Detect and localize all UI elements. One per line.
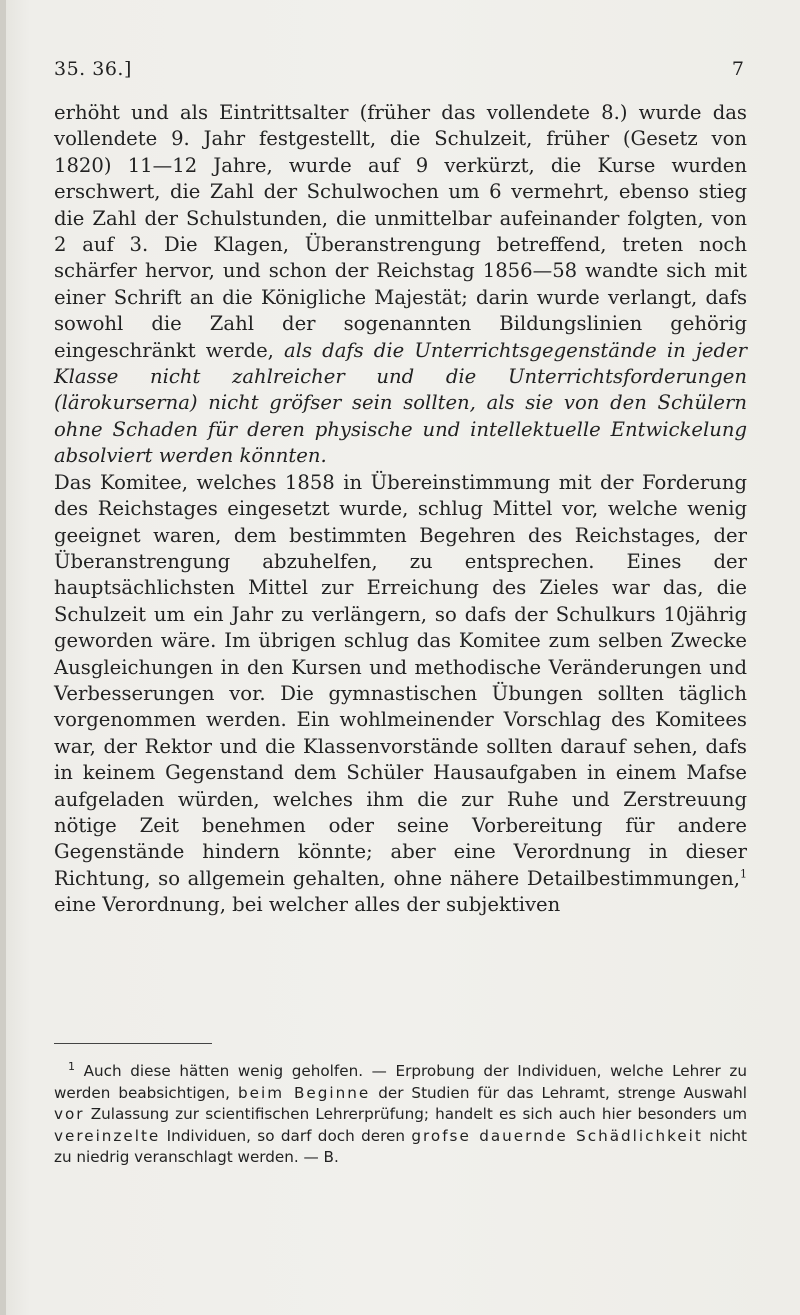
footnote-text-c: Zulassung zur scientifischen Lehrerprüfung; handelt es sich auch hier besonders um <box>90 1105 747 1124</box>
footnote-divider <box>54 1043 212 1044</box>
footnote-text-e: nicht zu niedrig veranschlagt werden. — B. <box>54 1126 748 1167</box>
footnote-paragraph <box>54 1061 747 1169</box>
footnote-text-b: der Studien für das Lehramt, strenge Auswahl <box>378 1083 748 1102</box>
footnote-spaced-c: vereinzelte <box>54 1126 161 1145</box>
paragraph-1-italic-quote: als dafs die Unterrichtsgegenstände in jeder Klasse nicht zahlreicher und die Unterrichtsforderungen (lärokurserna) nicht gröfser sein sollten, als sie von den Schülern ohne Schaden für deren physische und intellektuelle Entwickelung absolviert werden könnten. <box>54 338 748 468</box>
footnote-reference: 1 <box>740 867 747 881</box>
main-text <box>54 100 747 919</box>
paragraph-2-continuation: eine Verordnung, bei welcher alles der subjektiven <box>54 893 561 917</box>
footnote <box>54 1061 747 1169</box>
paragraph-1-text: erhöht und als Eintrittsalter (früher das vollendete 8.) wurde das vollendete 9. Jahr festgestellt, die Schulzeit, früher (Gesetz von 1820) 11—12 Jahre, wurde auf 9 verkürzt, die Kurse wurden erschwert, die Zahl der Schulwochen um 6 vermehrt, ebenso stieg die Zahl der Schulstunden, die unmittelbar aufeinander folgten, von 2 auf 3. Die Klagen, Überanstrengung betreffend, treten noch schärfer hervor, und schon der Reichstag 1856—58 wandte sich mit einer Schrift an die Königliche Majestät; darin wurde verlangt, dafs sowohl die Zahl der sogenannten Bildungslinien gehörig eingeschränkt werde, <box>54 101 747 362</box>
paragraph-1 <box>54 100 747 470</box>
page-edge-shadow <box>0 0 6 1315</box>
footnote-marker: 1 <box>68 1059 75 1073</box>
paragraph-2-text: Das Komitee, welches 1858 in Übereinstimmung mit der Forderung des Reichstages eingesetzt wurde, schlug Mittel vor, welche wenig geeignet waren, dem bestimmten Begehren des Reichstages, der Überanstrengung abzuhelfen, zu entsprechen. Eines der hauptsächlichsten Mittel zur Erreichung des Zieles war das, die Schulzeit um ein Jahr zu verlängern, so dafs der Schulkurs 10jährig geworden wäre. Im übrigen schlug das Komitee zum selben Zwecke Ausgleichungen in den Kursen und methodische Veränderungen und Verbesserungen vor. Die gymnastischen Übungen sollten täglich vorgenommen werden. Ein wohlmeinender Vorschlag des Komitees war, der Rektor und die Klassenvorstände sollten darauf sehen, dafs in keinem Gegenstand dem Schüler Hausaufgaben in einem Mafse aufgeladen würden, welches ihm die zur Ruhe und Zerstreuung nötige Zeit benehmen oder seine Vorbereitung für andere Gegenstände hindern könnte; aber eine Verordnung in dieser Richtung, so allgemein gehalten, ohne nähere Detailbestimmungen, <box>54 470 747 890</box>
footnote-spaced-d: grofse dauernde Schädlichkeit <box>411 1126 703 1145</box>
section-reference: 35. 36.] <box>54 58 132 80</box>
page-number: 7 <box>731 58 744 80</box>
paragraph-2 <box>54 470 747 919</box>
footnote-spaced-b: vor <box>54 1105 85 1124</box>
footnote-spaced-a: beim Beginne <box>238 1083 371 1102</box>
footnote-text-d: Individuen, so darf doch deren <box>166 1126 405 1145</box>
page-header <box>54 58 744 86</box>
footnote-text-a: Auch diese hätten wenig geholfen. — Erprobung der Individuen, welche Lehrer zu werden beabsichtigen, <box>54 1062 747 1102</box>
